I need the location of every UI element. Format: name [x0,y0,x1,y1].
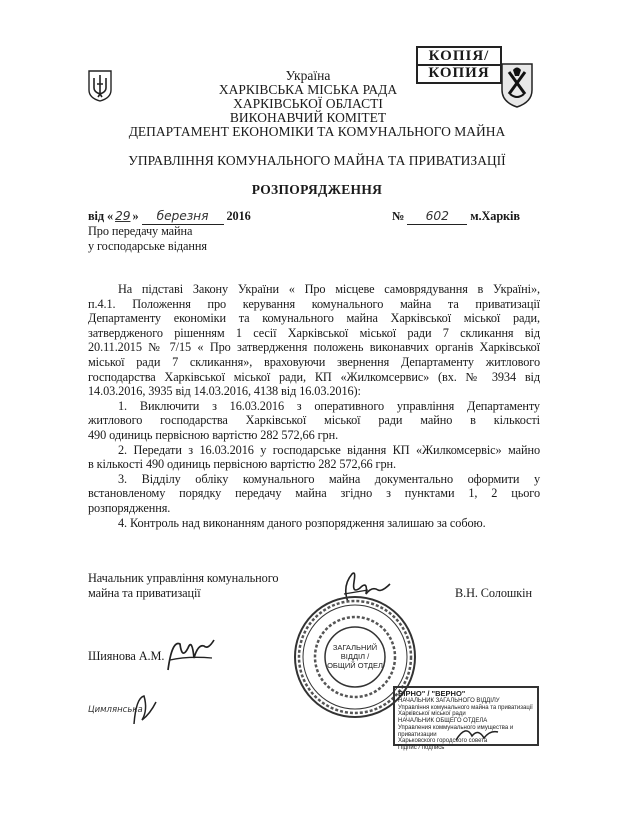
date-prefix: від « [88,209,114,223]
preamble-line: 20.11.2015 № 7/15 « Про затвердження положень виконавчих органів Харківської [88,340,540,355]
verify-stamp-line5: НАЧАЛЬНИК ОБЩЕГО ОТДЕЛА [398,718,488,725]
signatory-name: В.Н. Солошкін [455,586,532,600]
verify-stamp-line8: Підпис / подпись [398,744,445,751]
round-stamp-line1: ЗАГАЛЬНИЙ [332,643,378,652]
date-line [88,209,251,225]
signatory-title [88,571,278,600]
number-line [392,209,520,225]
item3-line: 3. Відділу обліку комунального майна документально оформити у [118,471,540,486]
header-region: ХАРКІВСЬКОЇ ОБЛАСТІ [233,96,383,111]
document-body [88,282,540,530]
verify-stamp-line3: Управління комунального майна та приватизації [398,704,533,711]
preamble-line: Департаменту економіки та комунального майна Харківської міської ради, [88,311,540,326]
header-executive: ВИКОНАВЧИЙ КОМІТЕТ [229,110,387,125]
subject [88,224,207,253]
item2-line: в кількості 490 одиниць первісною вартістю 282 572,66 грн. [88,457,397,472]
item1-line: 490 одиниць первісною вартістю 282 572,66 грн. [88,427,339,442]
executor-name: Шиянова А.М. [88,649,165,663]
item1-line: 1. Виключити з 16.03.2016 з оперативного управління Департаменту [118,398,540,413]
round-stamp-line3: ОБЩИЙ ОТДЕЛ [327,661,383,670]
number-label: № [392,209,405,223]
item1-line: житлового господарства Харківської міської ради майно в кількості [88,413,540,428]
document-type-title: РОЗПОРЯДЖЕННЯ [251,182,383,197]
preamble-line: затвердженого рішенням 1 сесії Харківської міської ради 7 скликання від [88,325,540,340]
subject-line1: Про передачу майна [88,224,193,238]
verify-signature [452,722,502,746]
verify-stamp-line7: Харьковского городского совета [398,738,488,745]
preamble-line: господарства Харківської міської ради, КП «Жилкомсервис» (вх. № 3934 від [88,369,540,384]
executor-signature [162,630,218,676]
verify-stamp-line4: Харківської міської ради [398,711,466,718]
item3-line: встановленому порядку передачу майна згідно з пунктами 1, 2 цього [88,486,540,501]
copy-stamp-line2: КОПИЯ [428,65,490,81]
signatory-title-line2: майна та приватизації [88,585,201,600]
preamble-line: міської ради 7 скликання», враховуючи звернення Департаменту житлового [88,354,540,369]
verify-stamp-line1: ВІРНО" / "ВЕРНО" [398,689,466,698]
item2-line: 2. Передати з 16.03.2016 у господарське відання КП «Жилкомсервіс» майно [118,442,540,457]
preamble-line: На підставі Закону України « Про місцеве самоврядування в Україні», [118,282,540,296]
header-country: Україна [285,68,331,83]
header-administration: УПРАВЛІННЯ КОМУНАЛЬНОГО МАЙНА ТА ПРИВАТИЗАЦІЇ [128,153,506,168]
preamble-line: 14.03.2016, 3935 від 14.03.2016, 4138 від 16.03.2016): [88,384,361,399]
signatory-title-line1: Начальник управління комунального [88,571,279,585]
item3-line: розпорядження. [88,500,171,515]
copy-stamp-line1: КОПІЯ/ [418,49,500,66]
header-department: ДЕПАРТАМЕНТ ЕКОНОМІКИ ТА КОМУНАЛЬНОГО МАЙНА [128,124,506,139]
document-number: 602 [407,209,467,225]
subject-line2: у господарське відання [88,238,207,253]
date-day-suffix: » [132,209,139,223]
secondary-executor: Цимлянська [88,705,143,715]
verify-stamp-line2: НАЧАЛЬНИК ЗАГАЛЬНОГО ВІДДІЛУ [398,698,500,704]
city: м.Харків [470,209,520,223]
header-council: ХАРКІВСЬКА МІСЬКА РАДА [218,82,398,97]
date-month: березня [142,209,224,225]
preamble-line: п.4.1. Положення про керування комунального майна та приватизації [88,296,540,311]
verify-stamp-line6: Управления коммунального имущества и приватизации [398,724,514,738]
date-day: 29 [115,209,131,223]
date-year: 2016 [226,209,251,223]
round-stamp-line2: ВІДДІЛ / [340,652,370,661]
item4-line: 4. Контроль над виконанням даного розпорядження залишаю за собою. [118,515,486,530]
secondary-signature [128,690,162,730]
